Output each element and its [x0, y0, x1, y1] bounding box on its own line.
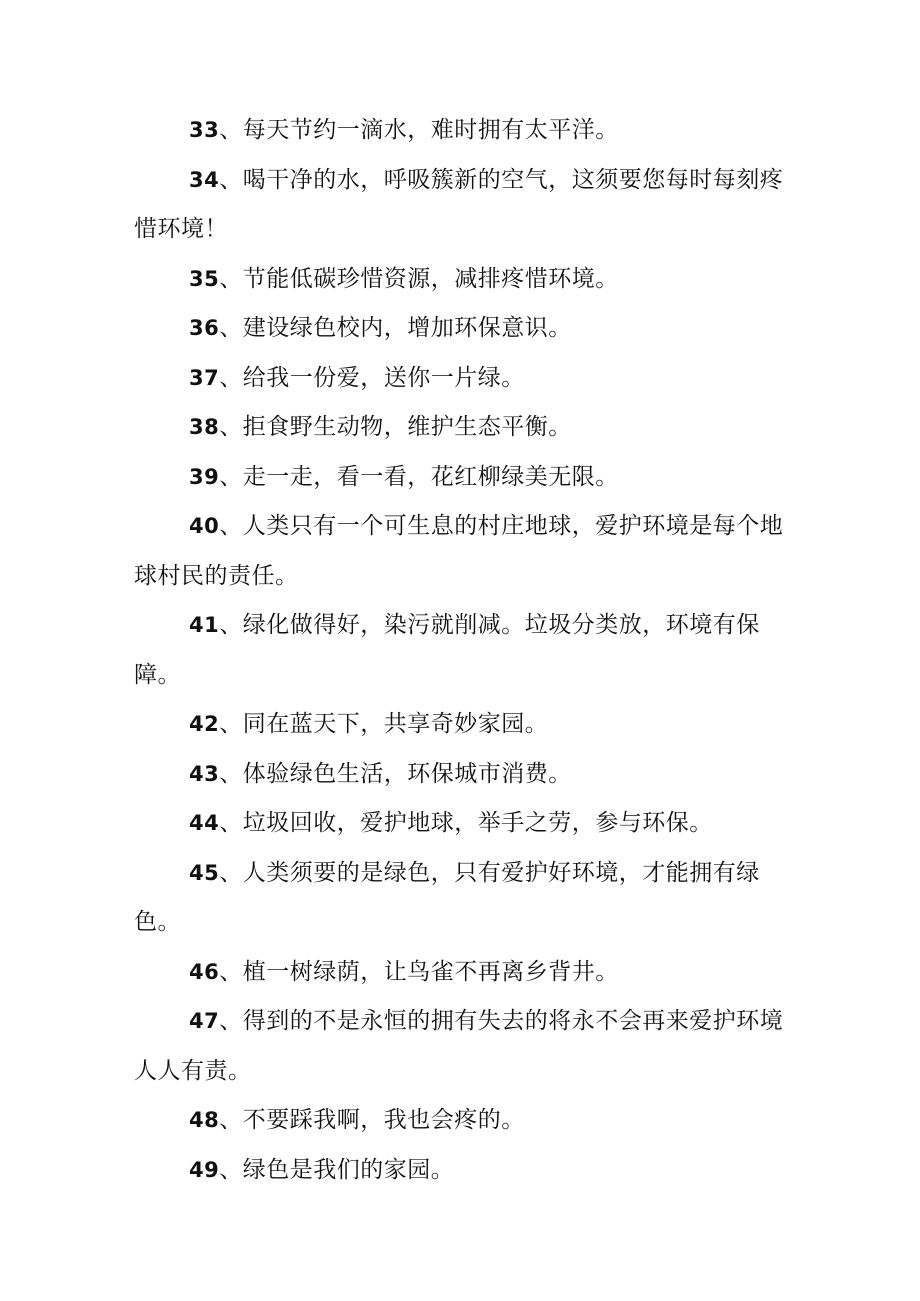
- list-item: [134, 849, 790, 948]
- list-item: [134, 453, 790, 503]
- list-item: [134, 403, 790, 453]
- item-text: 、走一走，看一看，花红柳绿美无限。: [219, 463, 619, 490]
- list-item: [134, 1096, 790, 1146]
- item-number: 33: [189, 118, 220, 142]
- item-text: 、给我一份爱，送你一片绿。: [219, 364, 525, 391]
- item-number: 41: [189, 613, 220, 637]
- slogan-list: [134, 106, 790, 1195]
- item-number: 49: [189, 1157, 220, 1182]
- list-item: [134, 799, 790, 849]
- list-item: [134, 304, 790, 354]
- item-number: 40: [189, 514, 220, 538]
- item-text: 、人类只有一个可生息的村庄地球，爱护环境是每个地球村民的责任。: [134, 513, 784, 589]
- item-number: 36: [189, 316, 220, 340]
- list-item: [134, 502, 790, 601]
- item-number: 46: [189, 959, 220, 984]
- item-text: 、人类须要的是绿色，只有爱护好环境，才能拥有绿色。: [134, 859, 760, 935]
- item-text: 、绿色是我们的家园。: [219, 1156, 455, 1183]
- item-text: 、喝干净的水，呼吸簇新的空气，这须要您每时每刻疼惜环境！: [134, 166, 784, 242]
- list-item: [134, 1146, 790, 1196]
- item-number: 44: [189, 811, 220, 835]
- item-text: 、得到的不是永恒的拥有失去的将永不会再来爱护环境人人有责。: [134, 1008, 784, 1084]
- item-text: 、拒食野生动物，维护生态平衡。: [219, 414, 572, 440]
- item-number: 35: [189, 266, 220, 291]
- item-text: 、同在蓝天下，共享奇妙家园。: [219, 711, 549, 737]
- item-number: 43: [189, 761, 220, 786]
- item-number: 34: [189, 167, 220, 192]
- item-number: 45: [189, 860, 220, 885]
- list-item: [134, 354, 790, 404]
- item-text: 、节能低碳珍惜资源，减排疼惜环境。: [219, 265, 619, 292]
- list-item: [134, 106, 790, 156]
- item-number: 48: [189, 1108, 220, 1132]
- item-text: 、不要踩我啊，我也会疼的。: [219, 1107, 525, 1133]
- list-item: [134, 750, 790, 800]
- item-text: 、每天节约一滴水，难时拥有太平洋。: [219, 117, 619, 143]
- item-number: 37: [189, 365, 220, 390]
- list-item: [134, 156, 790, 255]
- item-text: 、垃圾回收，爱护地球，举手之劳，参与环保。: [219, 810, 713, 836]
- list-item: [134, 601, 790, 700]
- item-text: 、绿化做得好，染污就削减。垃圾分类放，环境有保障。: [134, 612, 760, 688]
- list-item: [134, 700, 790, 750]
- item-number: 38: [189, 415, 220, 439]
- list-item: [134, 948, 790, 998]
- item-number: 47: [189, 1009, 220, 1033]
- list-item: [134, 255, 790, 305]
- item-number: 39: [189, 464, 220, 489]
- item-text: 、体验绿色生活，环保城市消费。: [219, 760, 572, 787]
- item-text: 、植一树绿荫，让鸟雀不再离乡背井。: [219, 958, 619, 985]
- list-item: [134, 997, 790, 1096]
- item-text: 、建设绿色校内，增加环保意识。: [219, 315, 572, 341]
- item-number: 42: [189, 712, 220, 736]
